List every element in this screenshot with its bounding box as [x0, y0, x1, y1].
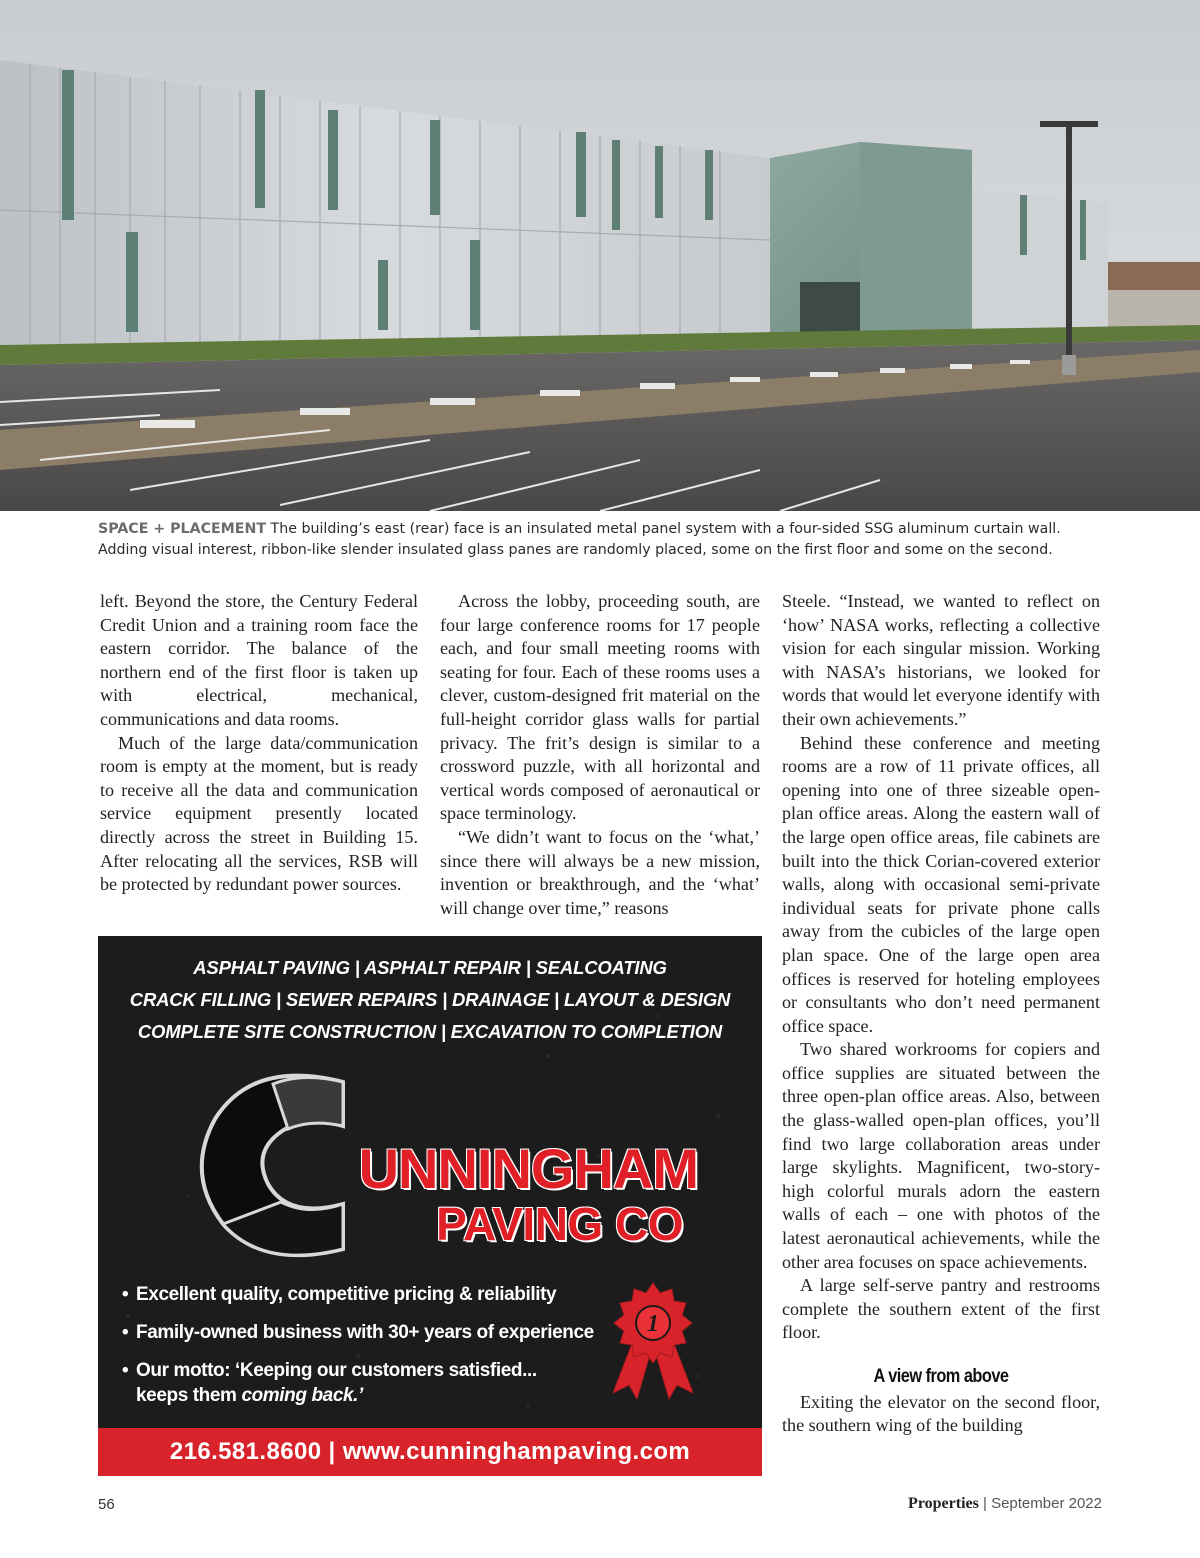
building-illustration: [0, 0, 1200, 511]
col3-paragraph-5: Exiting the elevator on the second floor, the southern wing of the building: [782, 1391, 1100, 1436]
ad-contact-bar[interactable]: 216.581.8600 | www.cunninghampaving.com: [98, 1428, 762, 1476]
page-number: 56: [98, 1496, 115, 1513]
ad-bullet-1: [122, 1276, 622, 1314]
company-name-line-2: PAVING CO: [436, 1198, 683, 1250]
col1-paragraph-1: left. Beyond the store, the Century Federal Credit Union and a training room face the eastern corridor. The balance of the northern end of the first floor is taken up with electrical, mechanical, communications and data rooms.: [100, 591, 418, 729]
col3-paragraph-1: Steele. “Instead, we wanted to reflect on ‘how’ NASA works, reflecting a collective vision for each singular mission. Working with NASA’s historians, we looked for words that would let everyone identify with their own achievements.”: [782, 591, 1100, 729]
award-ribbon-number: 1: [647, 1311, 659, 1337]
services-line-1: ASPHALT PAVING | ASPHALT REPAIR | SEALCOATING: [193, 957, 667, 978]
issue-date: September 2022: [991, 1495, 1102, 1512]
col3-paragraph-2: Behind these conference and meeting rooms are a row of 11 private offices, all opening into one of three sizeable open-plan office areas. Along the eastern wall of the large open office areas, file cabinets are built into the thick Corian-covered exterior walls, along with occasional semi-private individual seats for private phone calls away from the cubicles of the large open plan space. One of the large open area offices is reserved for hoteling employees or consultants who don’t need permanent office space.: [782, 732, 1100, 1036]
services-line-2: CRACK FILLING | SEWER REPAIRS | DRAINAGE | LAYOUT & DESIGN: [129, 989, 731, 1010]
ad-bullet-1-text: Excellent quality, competitive pricing & reliability: [136, 1284, 557, 1305]
article-column-3: [782, 590, 1100, 1438]
ad-bullet-3: [122, 1352, 622, 1408]
award-ribbon-icon: [603, 1281, 703, 1401]
cunningham-paving-ad[interactable]: [98, 936, 762, 1476]
company-name-line-1: UNNINGHAM: [358, 1137, 698, 1200]
caption-label: SPACE + PLACEMENT: [98, 521, 267, 537]
col2-paragraph-2: “We didn’t want to focus on the ‘what,’ since there will always be a new mission, invention or breakthrough, and the ‘what’ will change over time,” reasons: [440, 826, 760, 918]
section-subhead: A view from above: [873, 1366, 1009, 1387]
ad-bullet-3-line-2: [136, 1384, 622, 1408]
ad-bullet-3-emphasis: coming back.’: [241, 1385, 363, 1406]
ad-bullet-3-text: Our motto: ‘Keeping our customers satisfied...: [136, 1360, 537, 1381]
footer-separator: |: [978, 1495, 992, 1512]
col2-paragraph-1: Across the lobby, proceeding south, are four large conference rooms for 17 people each, and four small meeting rooms with seating for four. Each of these rooms uses a clever, custom-designed frit material on the full-height corridor glass walls for partial privacy. The frit’s design is similar to a crossword puzzle, with all horizontal and vertical words composed of aeronautical or space terminology.: [440, 591, 760, 824]
col1-paragraph-2: Much of the large data/communication room is empty at the moment, but is ready to receive all the data and communication service equipment presently located directly across the street in Building 15. After relocating all the services, RSB will be protected by redundant power sources.: [100, 732, 418, 895]
col3-paragraph-4: A large self-serve pantry and restrooms complete the southern extent of the first floor.: [782, 1275, 1100, 1343]
article-column-2: [440, 590, 760, 920]
ad-bullet-3-text-b: keeps them: [136, 1385, 242, 1406]
col3-paragraph-3: Two shared workrooms for copiers and office supplies are situated between the three open-plan office areas. Also, between the glass-walled open-plan offices, you’ll find two large collaboration areas under large skylights. Magnificent, two-story-high colorful murals adorn the eastern walls of each – one with photos of the latest aeronautical achievements, while the other area focuses on space achievements.: [782, 1039, 1100, 1272]
ad-bullet-2-text: Family-owned business with 30+ years of experience: [136, 1322, 594, 1343]
services-line-3: COMPLETE SITE CONSTRUCTION | EXCAVATION TO COMPLETION: [137, 1021, 723, 1042]
building-photo: [0, 0, 1200, 511]
ad-services-list: [98, 952, 762, 1048]
footer-publication: [908, 1495, 1102, 1513]
photo-caption: [98, 519, 1102, 561]
ad-bullet-2: [122, 1314, 622, 1352]
article-column-1: [100, 590, 418, 897]
caption-text: The building’s east (rear) face is an insulated metal panel system with a four-sided SSG aluminum curtain wall. Adding visual interest, ribbon-like slender insulated glass panes are randomly placed, some on the first floor and some on the second.: [98, 521, 1061, 558]
ad-bullet-list: [122, 1276, 622, 1408]
magazine-name: Properties: [908, 1495, 979, 1512]
